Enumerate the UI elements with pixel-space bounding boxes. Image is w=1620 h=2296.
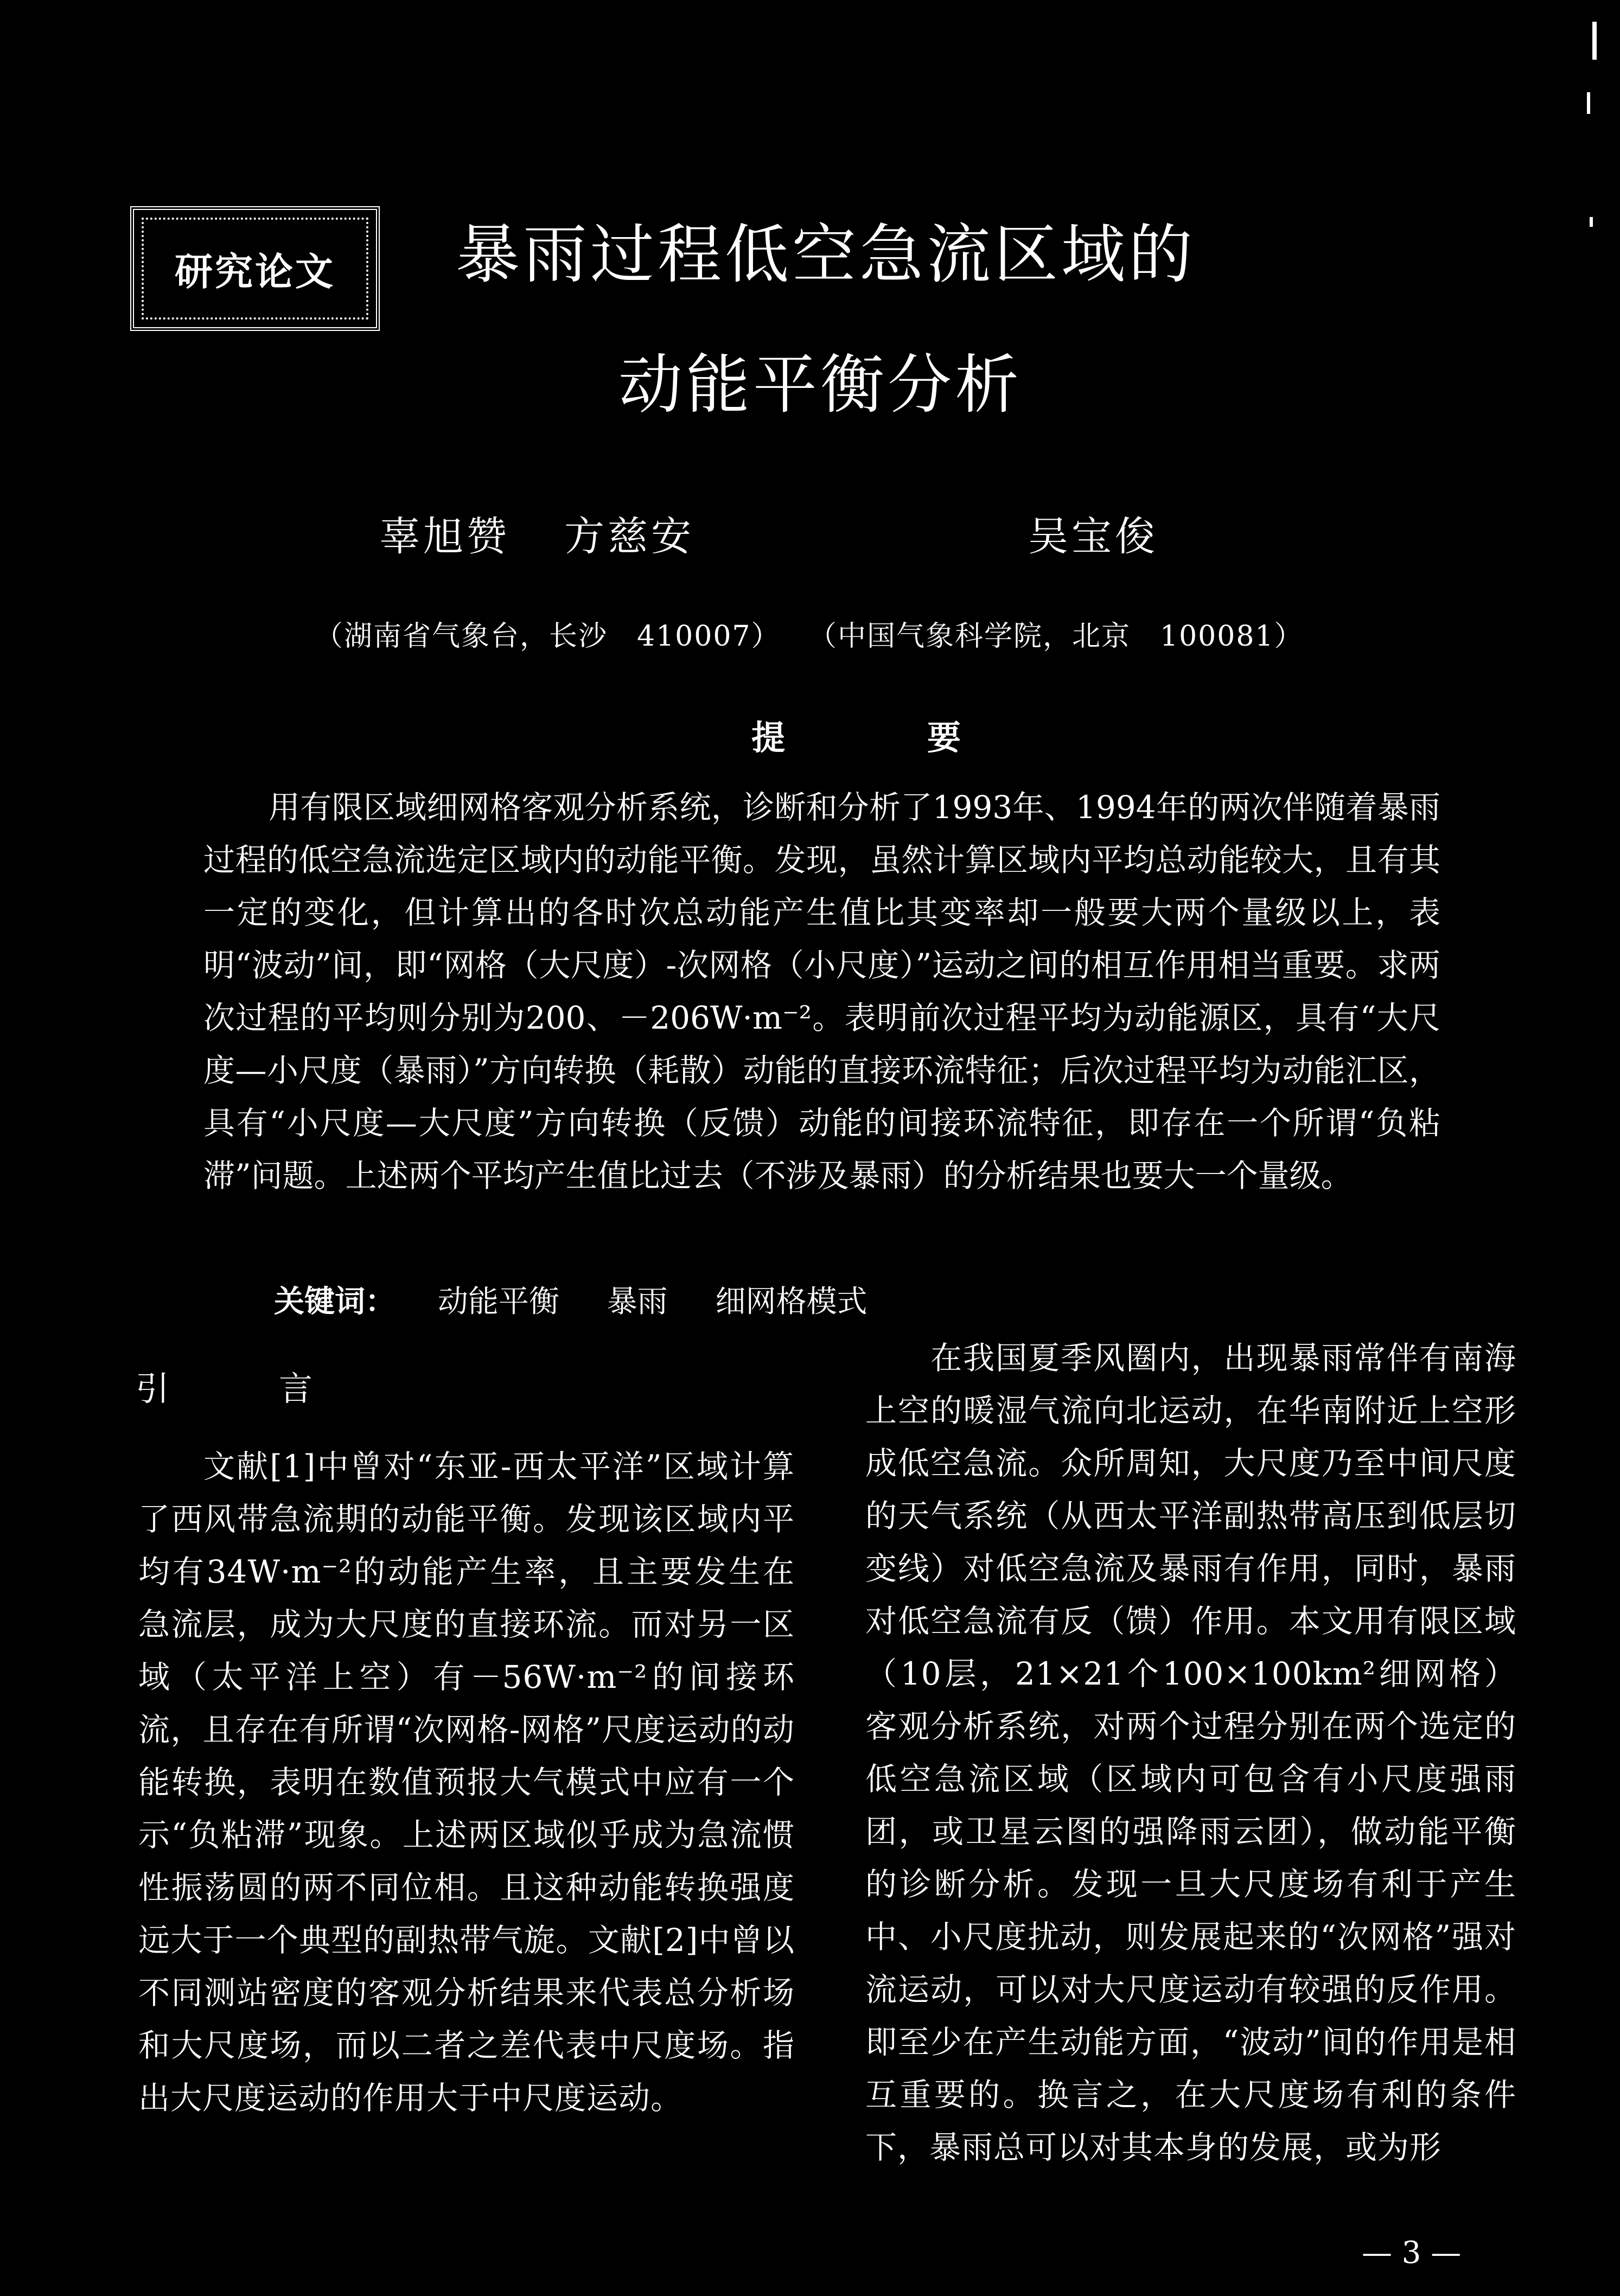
scan-speck: [1590, 217, 1593, 227]
body-right-column: 在我国夏季风圈内，出现暴雨常伴有南海上空的暖湿气流向北运动，在华南附近上空形成低空急流。众所周知，大尺度乃至中间尺度的天气系统（从西太平洋副热带高压到低层切变线）对低空急流及暴雨有作用，同时，暴雨对低空急流有反（馈）作用。本文用有限区域（10层，21×21个100×100km²细网格）客观分析系统，对两个过程分别在两个选定的低空急流区域（区域内可包含有小尺度强雨团，或卫星云图的强降雨云团），做动能平衡的诊断分析。发现一旦大尺度场有利于产生中、小尺度扰动，则发展起来的“次网格”强对流运动，可以对大尺度运动有较强的反作用。即至少在产生动能方面，“波动”间的作用是相互重要的。换言之，在大尺度场有利的条件下，暴雨总可以对其本身的发展，或为形: [865, 1340, 1516, 2166]
author-3: 吴宝俊: [1028, 513, 1158, 560]
keyword-3: 细网格模式: [715, 1284, 868, 1319]
keyword-1: 动能平衡: [437, 1284, 559, 1319]
keyword-2: 暴雨: [607, 1284, 668, 1319]
section-heading-introduction: 引 言: [136, 1369, 351, 1408]
paper-title-line-2: 动能平衡分析: [618, 347, 1023, 422]
author-1: 辜旭赞: [380, 513, 510, 560]
body-left-column: 文献[1]中曾对“东亚-西太平洋”区域计算了西风带急流期的动能平衡。发现该区域内平均有34W·m⁻²的动能产生率，且主要发生在急流层，成为大尺度的直接环流。而对另一区域（太平洋上空）有－56W·m⁻²的间接环流，且存在有所谓“次网格-网格”尺度运动的动能转换，表明在数值预报大气模式中应有一个示“负粘滞”现象。上述两区域似乎成为急流惯性振荡圆的两不同位相。且这种动能转换强度远大于一个典型的副热带气旋。文献[2]中曾以不同测站密度的客观分析结果来代表总分析场和大尺度场，而以二者之差代表中尺度场。指出大尺度运动的作用大于中尺度运动。: [138, 1448, 795, 2116]
keywords-label: 关键词：: [274, 1284, 396, 1319]
column-badge-label: 研究论文: [175, 249, 335, 294]
affiliation-1: （湖南省气象台，长沙 410007）: [315, 620, 781, 653]
paper-title-line-1: 暴雨过程低空急流区域的: [456, 217, 1196, 292]
affiliation-2: （中国气象科学院，北京 100081）: [808, 620, 1304, 653]
column-badge: [130, 206, 380, 331]
page-number: — 3 —: [1362, 2235, 1462, 2271]
scan-speck: [1592, 22, 1597, 60]
abstract-heading: 提 要: [751, 718, 1016, 757]
abstract-text: 用有限区域细网格客观分析系统，诊断和分析了1993年、1994年的两次伴随着暴雨过程的低空急流选定区域内的动能平衡。发现，虽然计算区域内平均总动能较大，且有其一定的变化，但计算出的各时次总动能产生值比其变率却一般要大两个量级以上，表明“波动”间，即“网格（大尺度）-次网格（小尺度）”运动之间的相互作用相当重要。求两次过程的平均则分别为200、－206W·m⁻²。表明前次过程平均为动能源区，具有“大尺度—小尺度（暴雨）”方向转换（耗散）动能的直接环流特征；后次过程平均为动能汇区，具有“小尺度—大尺度”方向转换（反馈）动能的间接环流特征，即存在一个所谓“负粘滞”问题。上述两个平均产生值比过去（不涉及暴雨）的分析结果也要大一个量级。: [203, 789, 1440, 1194]
scan-speck: [1587, 92, 1590, 114]
author-2: 方慈安: [564, 513, 694, 560]
keywords: [274, 1278, 905, 1321]
